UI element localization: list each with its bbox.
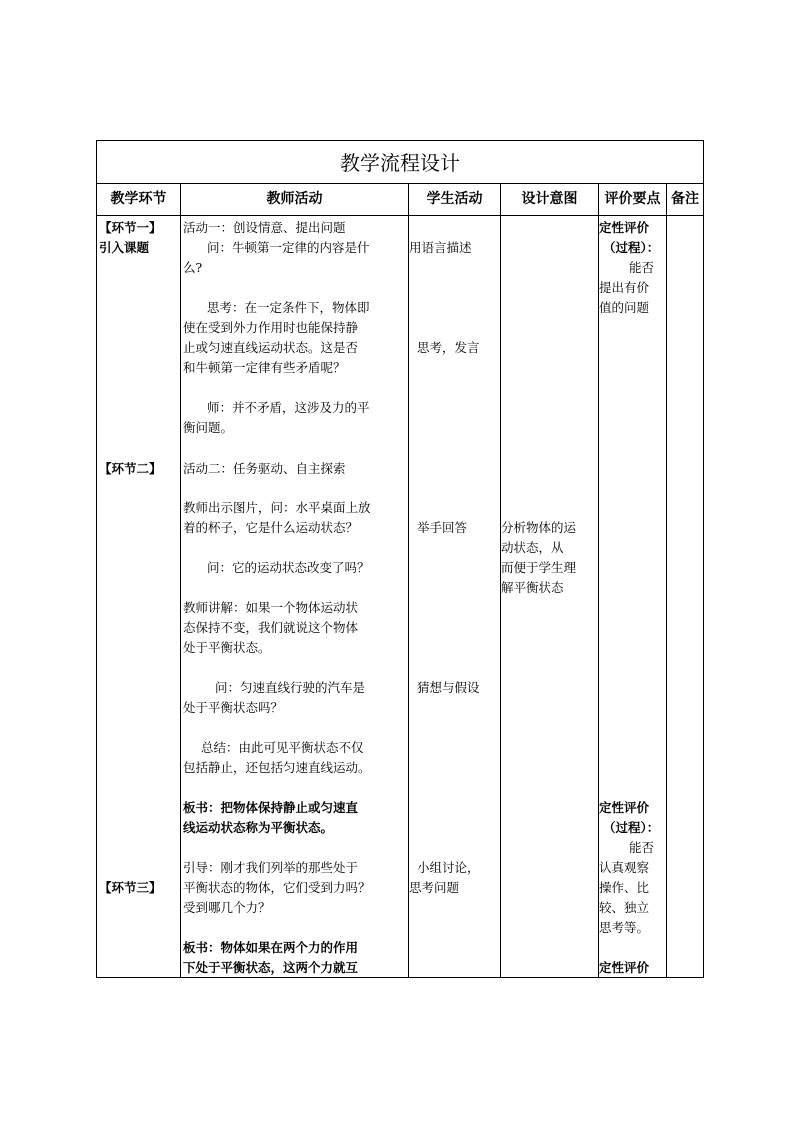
- activity-2-title: 活动二：任务驱动、自主探索: [183, 461, 346, 476]
- evaluation-text: 较、独立: [599, 900, 650, 915]
- evaluation-text: 操作、比: [599, 880, 650, 895]
- evaluation-text: 提出有价: [599, 280, 650, 295]
- evaluation-text: 思考等。: [599, 920, 650, 935]
- teacher-text: 态保持不变，我们就说这个物体: [183, 620, 359, 635]
- student-text: 猜想与假设: [417, 680, 480, 695]
- board-note-1-cont: 线运动状态称为平衡状态。: [183, 820, 334, 835]
- student-text: 小组讨论，: [417, 860, 480, 875]
- teacher-text: 衡问题。: [183, 420, 234, 435]
- notes-column: [667, 216, 703, 977]
- teacher-text: 使在受到外力作用时也能保持静: [183, 320, 359, 335]
- evaluation-text: 值的问题: [599, 300, 650, 315]
- teacher-text: 教师讲解：如果一个物体运动状: [183, 600, 359, 615]
- student-text: 思考，发言: [417, 340, 480, 355]
- header-student-activity: 学生活动: [426, 191, 483, 207]
- teacher-text: 着的杯子，它是什么运动状态？: [183, 520, 359, 535]
- board-note-2-cont: 下处于平衡状态，这两个力就互: [183, 960, 359, 975]
- teacher-text: 包括静止，还包括匀速直线运动。: [183, 760, 371, 775]
- teacher-text: 和牛顿第一定律有些矛盾呢？: [183, 360, 346, 375]
- evaluation-text: 能否: [629, 260, 655, 275]
- header-teacher-activity: 教师活动: [266, 191, 323, 207]
- header-evaluation: 评价要点: [604, 191, 661, 207]
- intent-text: 解平衡状态: [501, 580, 564, 595]
- header-design-intent: 设计意图: [521, 191, 578, 207]
- teacher-text: 问：它的运动状态改变了吗？: [207, 560, 370, 575]
- student-text: 举手回答: [417, 520, 468, 535]
- teacher-text: 问：匀速直线行驶的汽车是: [215, 680, 366, 695]
- activity-1-title: 活动一：创设情意、提出问题: [183, 220, 346, 235]
- teacher-text: 么?: [183, 260, 203, 275]
- stage-3-label: 【环节三】: [99, 880, 162, 895]
- teacher-text: 问：牛顿第一定律的内容是什: [207, 240, 370, 255]
- intent-text: 分析物体的运: [501, 520, 577, 535]
- evaluation-text: （过程）：: [603, 240, 660, 255]
- teacher-text: 引导：刚才我们列举的那些处于: [183, 860, 359, 875]
- evaluation-text: 认真观察: [599, 860, 650, 875]
- evaluation-text: 定性评价: [599, 220, 650, 235]
- teacher-text: 总结：由此可见平衡状态不仅: [201, 740, 364, 755]
- stage-1-name: 引入课题: [99, 240, 150, 255]
- evaluation-text: 定性评价: [599, 800, 650, 815]
- teacher-text: 师：并不矛盾，这涉及力的平: [207, 400, 370, 415]
- design-intent-column: [501, 216, 598, 977]
- stage-1-label: 【环节一】: [99, 220, 162, 235]
- intent-text: 动状态，从: [501, 540, 564, 555]
- stage-column: [97, 216, 180, 977]
- lesson-flow-table: [96, 140, 704, 978]
- evaluation-text: 能否: [629, 840, 655, 855]
- teacher-text: 处于平衡状态吗？: [183, 700, 284, 715]
- teacher-text: 受到哪几个力？: [183, 900, 271, 915]
- table-title: 教学流程设计: [97, 141, 703, 184]
- header-stage: 教学环节: [110, 191, 167, 207]
- student-activity-column: [409, 216, 500, 977]
- board-note-1: 板书：把物体保持静止或匀速直: [183, 800, 359, 815]
- teacher-text: 思考：在一定条件下，物体即: [207, 300, 370, 315]
- student-text: 用语言描述: [409, 240, 472, 255]
- table-header-row: [97, 183, 703, 216]
- board-note-2: 板书：物体如果在两个力的作用: [183, 940, 359, 955]
- teacher-activity-column: [181, 216, 408, 977]
- teacher-text: 处于平衡状态。: [183, 640, 271, 655]
- evaluation-column: [599, 216, 666, 977]
- teacher-text: 止或匀速直线运动状态。这是否: [183, 340, 359, 355]
- student-text: 思考问题: [409, 880, 460, 895]
- evaluation-text: 定性评价: [599, 960, 650, 975]
- evaluation-text: （过程）：: [603, 820, 660, 835]
- header-notes: 备注: [671, 191, 699, 207]
- intent-text: 而便于学生理: [501, 560, 577, 575]
- stage-2-label: 【环节二】: [99, 461, 162, 476]
- teacher-text: 平衡状态的物体，它们受到力吗？: [183, 880, 371, 895]
- teacher-text: 教师出示图片，问：水平桌面上放: [183, 500, 371, 515]
